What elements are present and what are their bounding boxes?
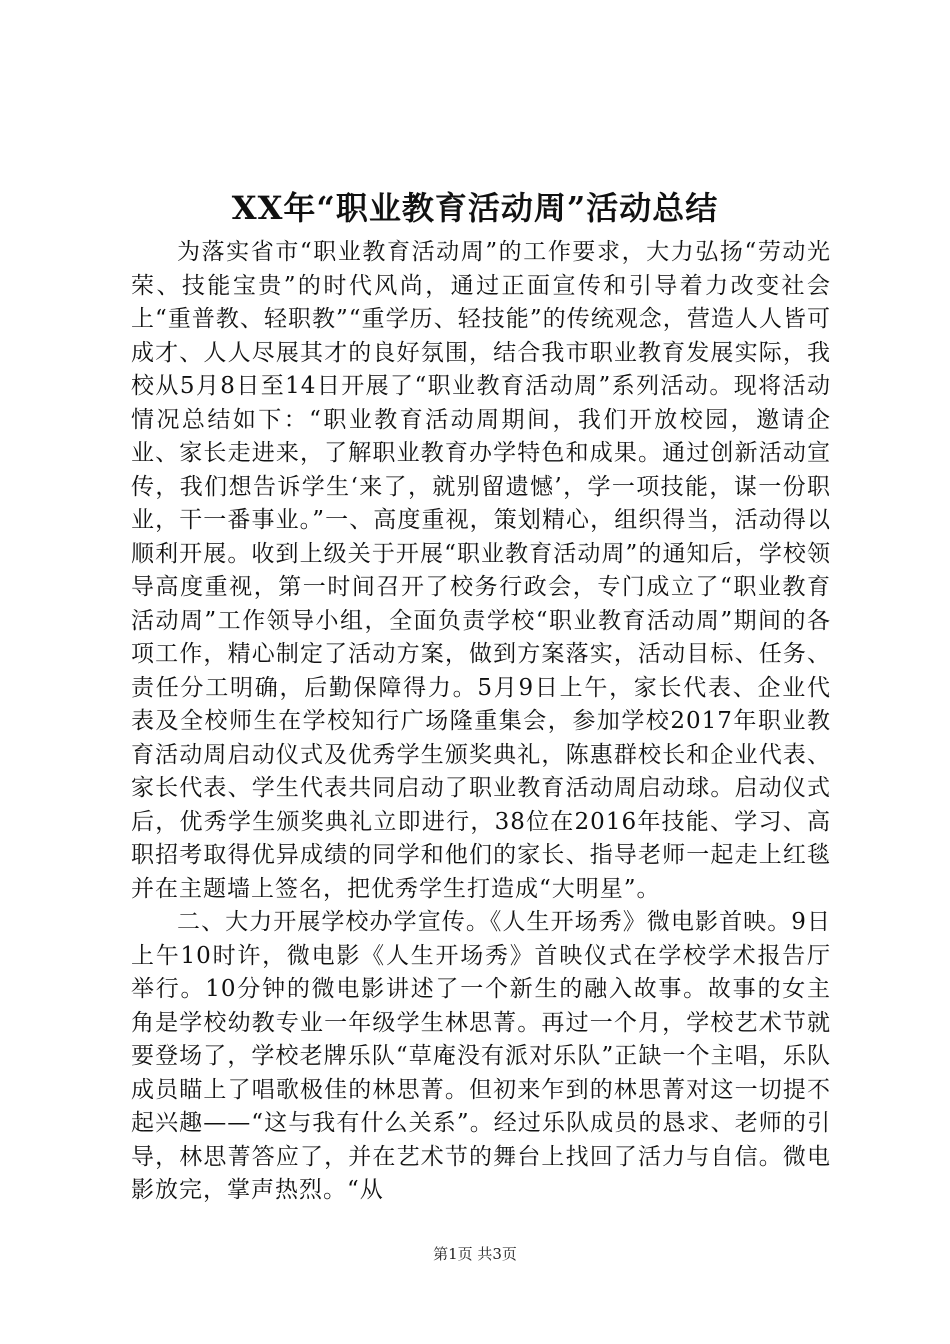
document-body	[131, 236, 831, 1208]
page-number-footer: 第1页 共3页	[433, 1245, 517, 1263]
body-paragraph-2: 二、大力开展学校办学宣传。《人生开场秀》微电影首映。9日上午10时许，微电影《人生开场秀》首映仪式在学校学术报告厅举行。10分钟的微电影讲述了一个新生的融入故事。故事的女主角是学校幼教专业一年级学生林思菁。再过一个月，学校艺术节就要登场了，学校老牌乐队“草庵没有派对乐队”正缺一个主唱，乐队成员瞄上了唱歌极佳的林思菁。但初来乍到的林思菁对这一切提不起兴趣——“这与我有什么关系”。经过乐队成员的恳求、老师的引导，林思菁答应了，并在艺术节的舞台上找回了活力与自信。微电影放完，掌声热烈。“从	[131, 909, 831, 1203]
document-title: XX年“职业教育活动周”活动总结	[231, 189, 719, 227]
body-paragraph-1: 为落实省市“职业教育活动周”的工作要求，大力弘扬“劳动光荣、技能宝贵”的时代风尚，通过正面宣传和引导着力改变社会上“重普教、轻职教”“重学历、轻技能”的传统观念，营造人人皆可成才、人人尽展其才的良好氛围，结合我市职业教育发展实际，我校从5月8日至14日开展了“职业教育活动周”系列活动。现将活动情况总结如下：“职业教育活动周期间，我们开放校园，邀请企业、家长走进来，了解职业教育办学特色和成果。通过创新活动宣传，我们想告诉学生‘来了，就别留遗憾’，学一项技能，谋一份职业，干一番事业。”一、高度重视，策划精心，组织得当，活动得以顺利开展。收到上级关于开展“职业教育活动周”的通知后，学校领导高度重视，第一时间召开了校务行政会，专门成立了“职业教育活动周”工作领导小组，全面负责学校“职业教育活动周”期间的各项工作，精心制定了活动方案，做到方案落实，活动目标、任务、责任分工明确，后勤保障得力。5月9日上午，家长代表、企业代表及全校师生在学校知行广场隆重集会，参加学校2017年职业教育活动周启动仪式及优秀学生颁奖典礼，陈惠群校长和企业代表、家长代表、学生代表共同启动了职业教育活动周启动球。启动仪式后，优秀学生颁奖典礼立即进行，38位在2016年技能、学习、高职招考取得优异成绩的同学和他们的家长、指导老师一起走上红毯并在主题墙上签名，把优秀学生打造成“大明星”。	[131, 239, 831, 902]
